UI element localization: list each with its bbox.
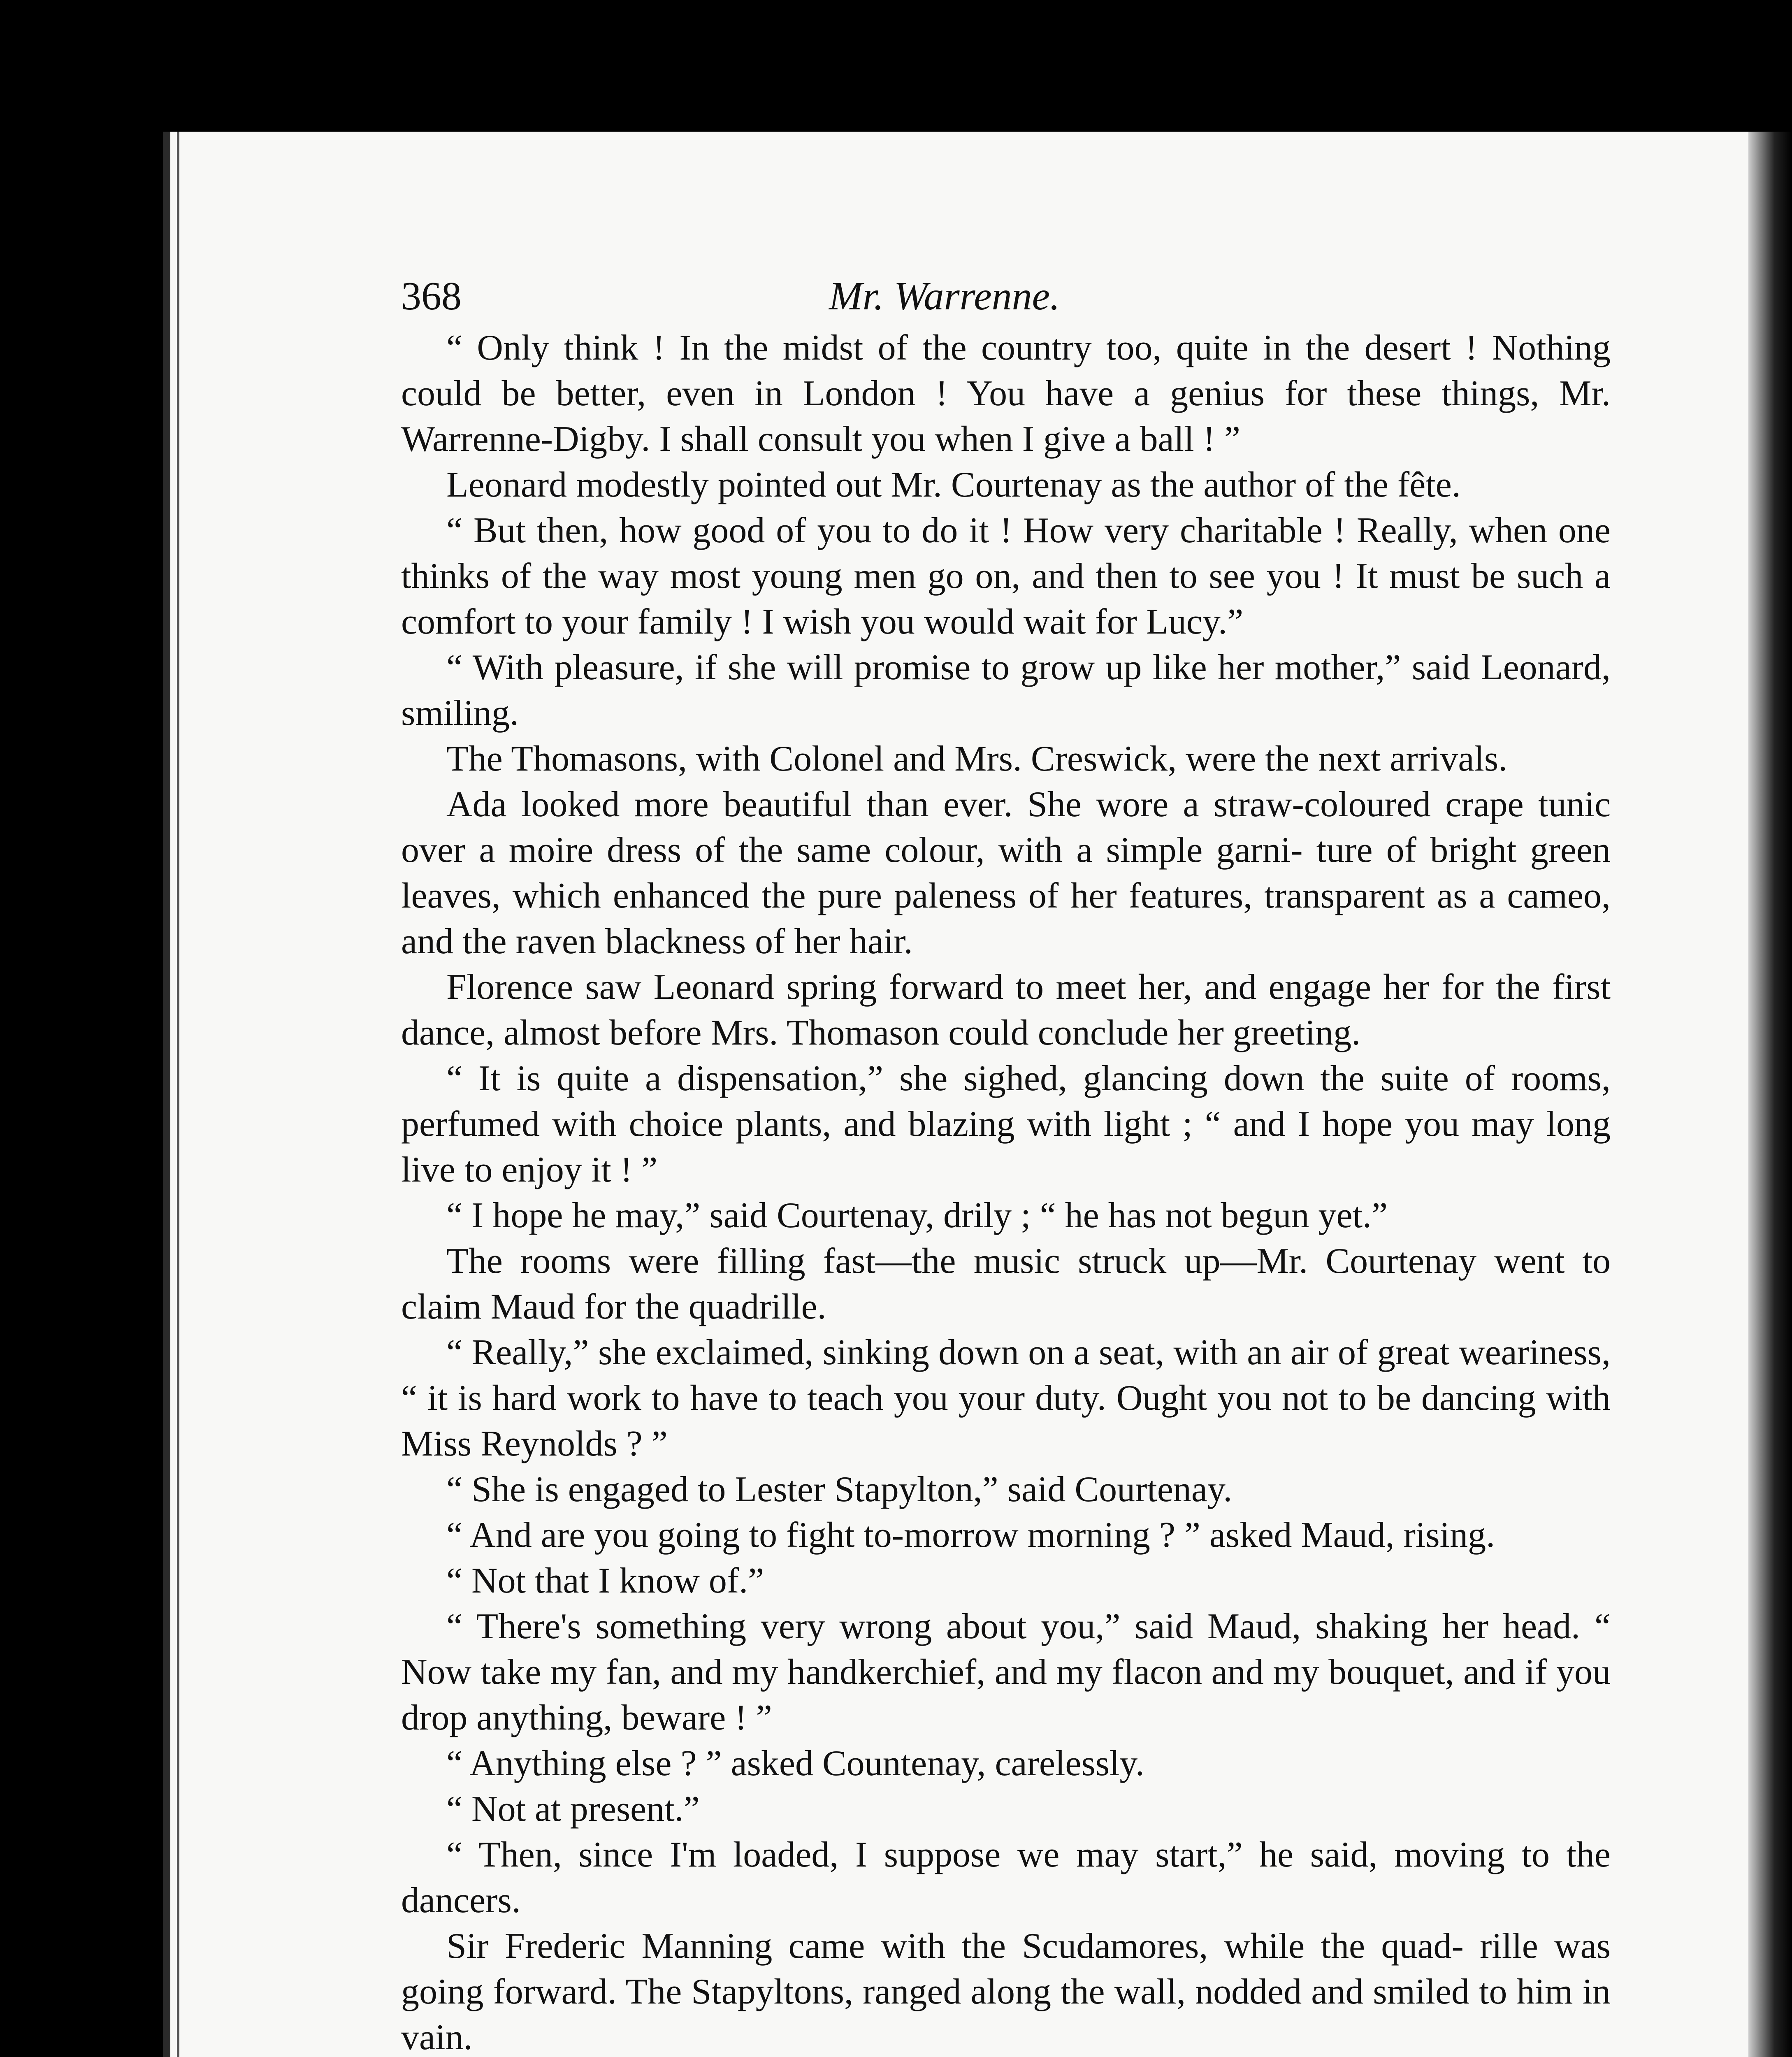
paragraph: “ But then, how good of you to do it ! How very charitable ! Really, when one thinks of the way most young men go on, and then to see you ! It must be such a comfort to your family ! I wish you would wait for Lucy.” (401, 511, 1611, 642)
paragraph: “ With pleasure, if she will promise to grow up like her mother,” said Leonard, smiling. (401, 648, 1611, 733)
body-text (401, 325, 1611, 2057)
paragraph: Florence saw Leonard spring forward to meet her, and engage her for the first dance, almost before Mrs. Thomason could conclude her greeting. (401, 967, 1611, 1053)
binding-gutter (177, 132, 179, 2057)
paragraph: “ There's something very wrong about you,” said Maud, shaking her head. “ Now take my fan, and my handkerchief, and my flacon and my bouquet, and if you drop anything, beware ! ” (401, 1607, 1611, 1738)
page-number: 368 (401, 274, 462, 318)
page-header (401, 267, 1611, 325)
paragraph: “ Really,” she exclaimed, sinking down on a seat, with an air of great weariness, “ it is hard work to have to teach you your duty. Ought you not to be dancing with Miss Reynolds ? ” (401, 1333, 1611, 1464)
paragraph: “ Not that I know of.” (446, 1561, 764, 1601)
paragraph: Ada looked more beautiful than ever. She wore a straw-coloured crape tunic over a moire dress of the same colour, with a simple garni- ture of bright green leaves, which enhanced the pure paleness of her features, transparent as a cameo, and the raven blackness of her hair. (401, 785, 1611, 961)
paragraph: “ Then, since I'm loaded, I suppose we may start,” he said, moving to the dancers. (401, 1835, 1611, 1920)
book-page (401, 267, 1611, 2057)
paragraph: “ Not at present.” (446, 1789, 700, 1829)
paragraph: “ I hope he may,” said Courtenay, drily ; “ he has not begun yet.” (446, 1196, 1388, 1235)
paragraph: “ And are you going to fight to-morrow morning ? ” asked Maud, rising. (446, 1515, 1495, 1555)
paragraph: Leonard modestly pointed out Mr. Courtenay as the author of the fête. (446, 465, 1461, 505)
paragraph: Sir Frederic Manning came with the Scudamores, while the quad- rille was going forward. The Stapyltons, ranged along the wall, nodded and smiled to him in vain. (401, 1926, 1611, 2057)
paragraph: “ Anything else ? ” asked Countenay, carelessly. (446, 1744, 1144, 1783)
paragraph: “ Only think ! In the midst of the country too, quite in the desert ! Nothing could be better, even in London ! You have a genius for these things, Mr. Warrenne-Digby. I shall consult you when I give a ball ! ” (401, 328, 1611, 459)
running-title: Mr. Warrenne. (829, 274, 1060, 318)
paragraph: “ It is quite a dispensation,” she sighed, glancing down the suite of rooms, perfumed with choice plants, and blazing with light ; “ and I hope you may long live to enjoy it ! ” (401, 1059, 1611, 1190)
paragraph: The rooms were filling fast—the music struck up—Mr. Courtenay went to claim Maud for the quadrille. (401, 1241, 1611, 1327)
paragraph: “ She is engaged to Lester Stapylton,” said Courtenay. (446, 1470, 1233, 1509)
paragraph: The Thomasons, with Colonel and Mrs. Creswick, were the next arrivals. (446, 739, 1508, 779)
page-edge-shadow (1748, 132, 1792, 2057)
